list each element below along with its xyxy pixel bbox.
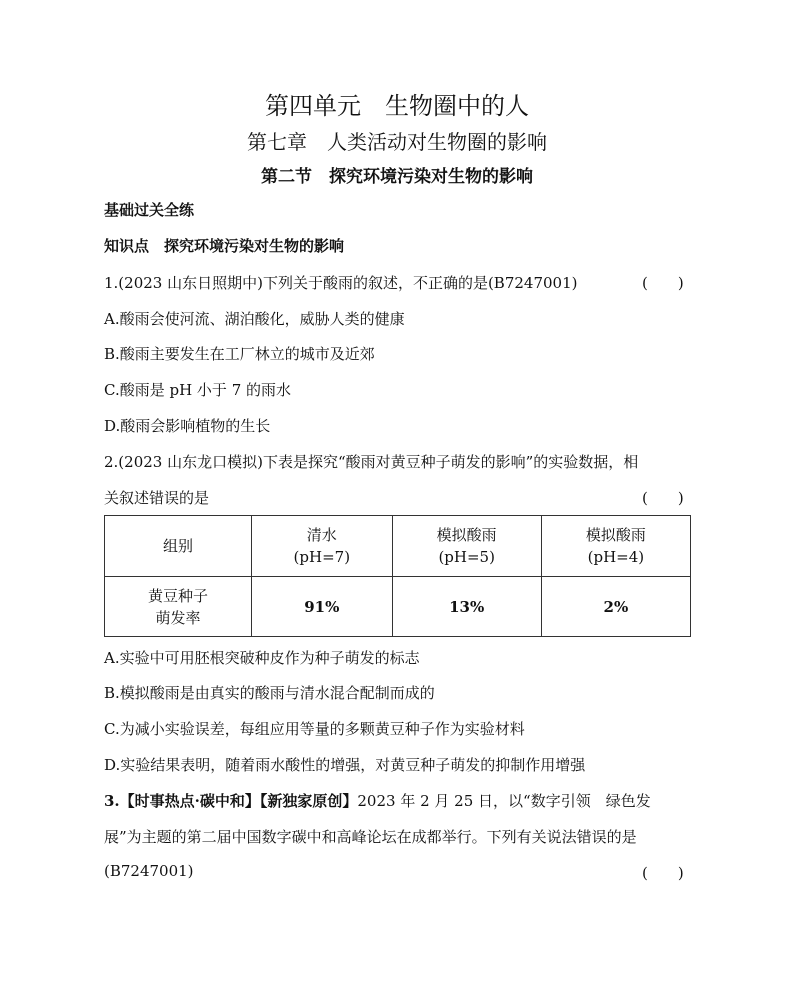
table-row-label-line1: 黄豆种子 xyxy=(147,586,208,605)
question-3-stem-line3: (B7247001) xyxy=(104,862,194,880)
question-2-option-a: A.实验中可用胚根突破种皮作为种子萌发的标志 xyxy=(104,649,420,667)
chapter-title: 第七章 人类活动对生物圈的影响 xyxy=(247,130,547,154)
table-header-name: 清水 xyxy=(306,526,337,544)
table-header-ph: (pH=4) xyxy=(587,548,645,566)
question-3-stem-line2: 展”为主题的第二届中国数字碳中和高峰论坛在成都举行。下列有关说法错误的是 xyxy=(104,828,637,846)
table-header-group: 组别 xyxy=(105,516,252,577)
question-3-stem-line1 xyxy=(104,790,651,811)
unit-title: 第四单元 生物圈中的人 xyxy=(265,92,529,120)
knowledge-point: 知识点 探究环境污染对生物的影响 xyxy=(104,237,345,255)
question-2-answer-paren: ( ) xyxy=(642,489,684,507)
question-1-option-c: C.酸雨是 pH 小于 7 的雨水 xyxy=(104,381,292,399)
question-3-stem-rest: 2023 年 2 月 25 日，以“数字引领 绿色发 xyxy=(357,792,651,810)
table-cell-value: 13% xyxy=(392,577,541,637)
table-header-cell xyxy=(541,516,690,577)
table-header-cell xyxy=(252,516,393,577)
table-header-row xyxy=(105,516,691,577)
table-row-label xyxy=(105,577,252,637)
question-2-option-b: B.模拟酸雨是由真实的酸雨与清水混合配制而成的 xyxy=(104,684,435,702)
question-1-option-d: D.酸雨会影响植物的生长 xyxy=(104,417,271,435)
question-1-stem: 1.(2023 山东日照期中)下列关于酸雨的叙述，不正确的是(B7247001) xyxy=(104,274,578,292)
table-row-label-line2: 萌发率 xyxy=(155,608,201,627)
table-header-name: 模拟酸雨 xyxy=(585,526,646,544)
table-cell-value: 91% xyxy=(252,577,393,637)
question-2-option-c: C.为减小实验误差，每组应用等量的多颗黄豆种子作为实验材料 xyxy=(104,720,525,738)
question-1-option-a: A.酸雨会使河流、湖泊酸化，威胁人类的健康 xyxy=(104,310,405,328)
question-1-answer-paren: ( ) xyxy=(642,274,684,292)
experiment-data-table xyxy=(104,515,691,637)
question-2-option-d: D.实验结果表明，随着雨水酸性的增强，对黄豆种子萌发的抑制作用增强 xyxy=(104,756,586,774)
question-2-stem-line1: 2.(2023 山东龙口模拟)下表是探究“酸雨对黄豆种子萌发的影响”的实验数据，相 xyxy=(104,453,639,471)
question-1-option-b: B.酸雨主要发生在工厂林立的城市及近郊 xyxy=(104,345,375,363)
question-3-answer-paren: ( ) xyxy=(642,864,684,882)
section-title: 第二节 探究环境污染对生物的影响 xyxy=(261,167,533,187)
table-header-name: 模拟酸雨 xyxy=(436,526,497,544)
table-header-ph: (pH=7) xyxy=(293,548,351,566)
question-3-tags: 3.【时事热点·碳中和】【新独家原创】 xyxy=(104,792,358,810)
practice-heading: 基础过关全练 xyxy=(104,201,195,219)
table-cell-value: 2% xyxy=(541,577,690,637)
table-row xyxy=(105,577,691,637)
table-header-ph: (pH=5) xyxy=(438,548,495,566)
question-2-stem-line2: 关叙述错误的是 xyxy=(104,489,210,507)
table-header-cell xyxy=(392,516,541,577)
